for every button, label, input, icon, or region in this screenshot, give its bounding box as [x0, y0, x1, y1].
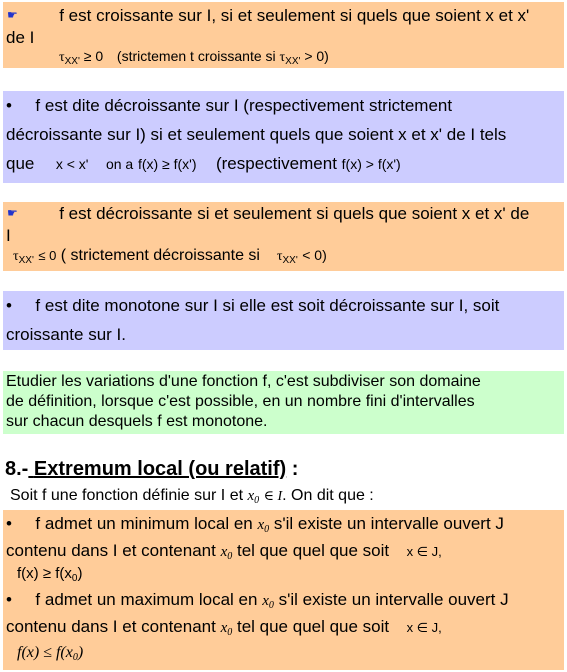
bullet-icon: •	[6, 590, 12, 609]
decroissante-strict-box	[3, 202, 564, 271]
intro-line: Soit f une fonction définie sur I et $x_0$ ∈ I. On dit que :	[10, 487, 374, 506]
variations-line2: de définition, lorsque c'est possible, en un nombre fini d'intervalles	[6, 393, 475, 410]
monotone-definition-box	[3, 291, 564, 350]
bullet-icon: •	[6, 296, 12, 315]
monotone-line2: croissante sur I.	[6, 325, 126, 344]
decroissante-line3: que x < x' on a f(x) ≥ f(x') (respectivement f(x) > f(x')	[6, 154, 401, 173]
croissante-definition-box	[3, 2, 564, 68]
decroissante-strict-condition: $\tau_{XX'} \le 0$ ( strictement décroissante si $\tau_{XX'} < 0$)	[13, 247, 327, 266]
croissante-condition: $\tau_{XX'} \ge 0$ (strictemen t croissante si $\tau_{XX'} > 0$)	[59, 48, 329, 67]
monotone-line1: f est dite monotone sur I si elle est soit décroissante sur I, soit	[35, 296, 500, 315]
minimum-condition: $f(x) \ge f(x_0)$	[17, 565, 83, 584]
decroissante-line2: décroissante sur I) si et seulement quels que soient x et x' de I tels	[6, 125, 507, 144]
decroissante-line1: f est dite décroissante sur I (respectivement strictement	[35, 96, 453, 115]
pointing-hand-icon: ☛	[7, 8, 18, 22]
maximum-line1: • f admet un maximum local en $x_0$ s'il existe un intervalle ouvert J	[6, 590, 509, 611]
decroissante-strict-line2: I	[6, 226, 11, 245]
bullet-icon: •	[6, 514, 12, 533]
bullet-icon: •	[6, 96, 12, 115]
minimum-line2: contenu dans I et contenant $x_0$ tel que quel que soit x ∈ J,	[6, 541, 442, 562]
minimum-line1: • f admet un minimum local en $x_0$ s'il existe un intervalle ouvert J	[6, 514, 504, 535]
croissante-line1: f est croissante sur I, si et seulement si quels que soient x et x'	[59, 6, 530, 25]
variations-note-box	[3, 371, 564, 434]
variations-line3: sur chacun desquels f est monotone.	[6, 413, 268, 430]
maximum-line2: contenu dans I et contenant $x_0$ tel que quel que soit x ∈ J,	[6, 617, 442, 638]
croissante-line2: de I	[6, 28, 35, 47]
maximum-condition: $f(x) \le f(x_0)$	[17, 644, 84, 663]
section-heading: 8.- Extremum local (ou relatif) :	[5, 458, 299, 480]
variations-line1: Etudier les variations d'une fonction f, c'est subdiviser son domaine	[6, 373, 481, 390]
decroissante-definition-box	[3, 91, 564, 183]
pointing-hand-icon: ☛	[7, 206, 18, 220]
extremum-definition-box	[3, 510, 564, 670]
decroissante-strict-line1: f est décroissante si et seulement si quels que soient x et x' de	[59, 204, 530, 223]
